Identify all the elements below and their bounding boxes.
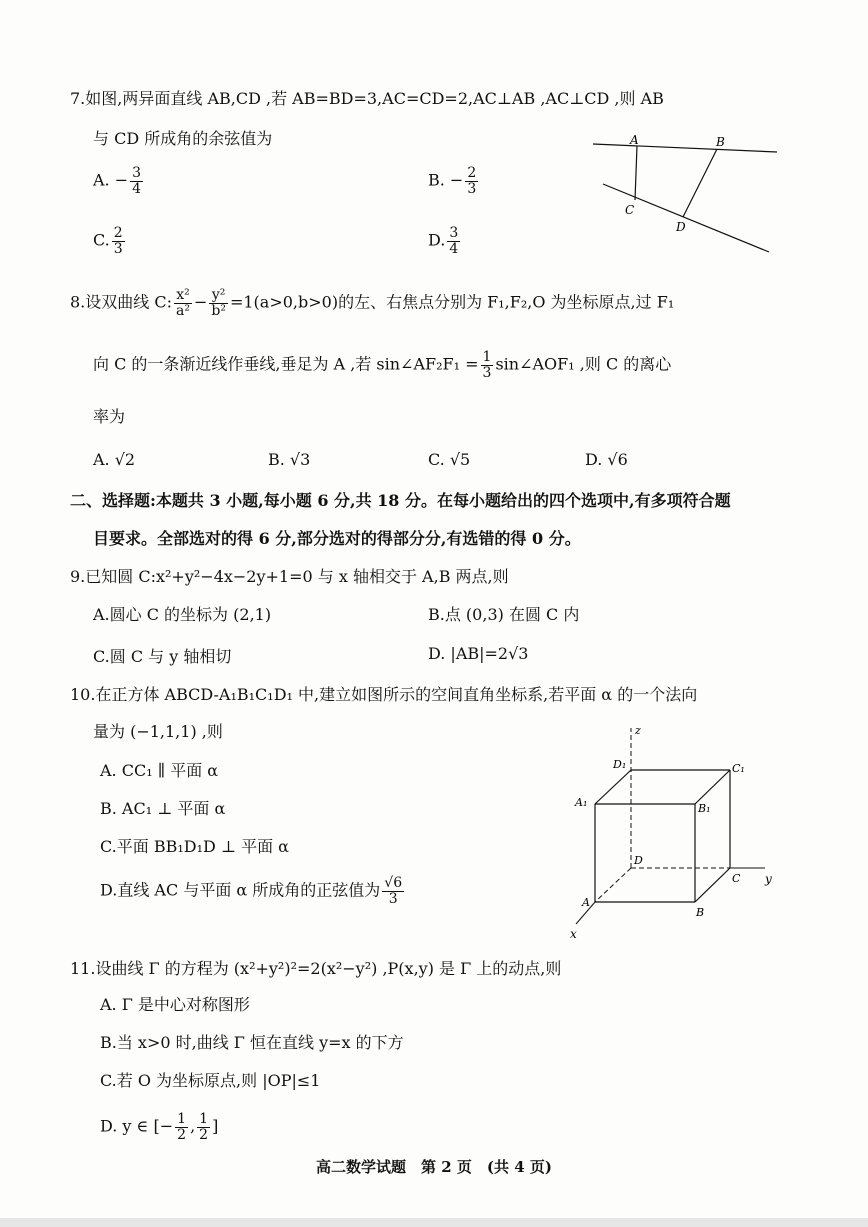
q10-label-z: z	[635, 724, 641, 737]
q8-option-b: B. √3	[268, 450, 311, 469]
page-bottom-strip	[0, 1218, 868, 1227]
q9-option-b: B.点 (0,3) 在圆 C 内	[428, 605, 580, 624]
q8-option-c: C. √5	[428, 450, 471, 469]
q7-option-c: C. $\frac{2}{3}$	[93, 225, 123, 257]
q8-stem-line2: 向 C 的一条渐近线作垂线,垂足为 A ,若 sin∠AF₂F₁ = $\frac{1}{3}$ sin∠AOF₁ ,则 C 的离心	[93, 349, 672, 381]
q11-option-b: B.当 x>0 时,曲线 Γ 恒在直线 y=x 的下方	[100, 1033, 404, 1052]
q10-option-c: C.平面 BB₁D₁D ⊥ 平面 α	[100, 837, 289, 856]
q7-option-d: D. $\frac{3}{4}$	[428, 225, 459, 257]
q7-option-a: A. − $\frac{3}{4}$	[93, 165, 142, 197]
q7-skew-lines-figure	[585, 128, 785, 258]
q7-label-d: D	[676, 220, 686, 234]
q8-option-d: D. √6	[585, 450, 628, 469]
q10-label-c1: C₁	[732, 762, 745, 775]
q8-stem-line3: 率为	[93, 407, 126, 426]
q10-label-a1: A₁	[575, 796, 588, 809]
page-footer: 高二数学试题 第 2 页 (共 4 页)	[316, 1158, 552, 1176]
q9-option-a: A.圆心 C 的坐标为 (2,1)	[93, 605, 272, 624]
section2-heading-line2: 目要求。全部选对的得 6 分,部分选对的得部分分,有选错的得 0 分。	[93, 529, 581, 548]
section2-heading-line1: 二、选择题:本题共 3 小题,每小题 6 分,共 18 分。在每小题给出的四个选项中,有多项符合题	[70, 491, 731, 510]
q10-label-x: x	[570, 927, 577, 941]
q7-stem-line2: 与 CD 所成角的余弦值为	[93, 129, 273, 148]
q10-option-d: D.直线 AC 与平面 α 所成角的正弦值为 $\frac{√6}{3}$	[100, 875, 403, 907]
q11-stem: 11.设曲线 Γ 的方程为 (x²+y²)²=2(x²−y²) ,P(x,y) 是 Γ 上的动点,则	[70, 959, 562, 978]
q10-label-d: D	[634, 854, 643, 867]
q9-option-d: D. |AB|=2√3	[428, 644, 529, 663]
q7-label-c: C	[625, 203, 635, 217]
q10-label-b: B	[696, 906, 705, 919]
q9-option-c: C.圆 C 与 y 轴相切	[93, 647, 232, 666]
q9-stem: 9.已知圆 C:x²+y²−4x−2y+1=0 与 x 轴相交于 A,B 两点,则	[70, 567, 509, 586]
q11-option-c: C.若 O 为坐标原点,则 |OP|≤1	[100, 1071, 321, 1090]
q7-label-a: A	[630, 133, 639, 147]
q10-label-a: A	[582, 896, 590, 909]
q10-label-y: y	[765, 872, 772, 886]
q10-label-d1: D₁	[613, 758, 627, 771]
q10-cube-figure	[560, 720, 790, 945]
q8-option-a: A. √2	[93, 450, 136, 469]
q7-label-b: B	[716, 135, 725, 149]
q10-stem-line1: 10.在正方体 ABCD-A₁B₁C₁D₁ 中,建立如图所示的空间直角坐标系,若平面 α 的一个法向	[70, 685, 698, 704]
q10-option-b: B. AC₁ ⊥ 平面 α	[100, 799, 226, 818]
q10-label-b1: B₁	[698, 802, 711, 815]
q10-stem-line2: 量为 (−1,1,1) ,则	[93, 722, 223, 741]
q11-option-d: D. y ∈ [− $\frac{1}{2}$ , $\frac{1}{2}$ ]	[100, 1111, 219, 1143]
q10-option-a: A. CC₁ ∥ 平面 α	[100, 761, 219, 780]
q7-stem-line1: 7.如图,两异面直线 AB,CD ,若 AB=BD=3,AC=CD=2,AC⊥AB ,AC⊥CD ,则 AB	[70, 89, 664, 108]
q11-option-a: A. Γ 是中心对称图形	[100, 995, 250, 1014]
q8-stem-line1: 8.设双曲线 C: $\frac{\text{x²}}{\text{a²}}$ − $\frac{\text{y²}}{\text{b²}}$ =1(a>0,b>0)的左、右焦点分别为 F₁,F₂,O 为坐标原点,过 F₁	[70, 287, 675, 319]
q7-option-b: B. − $\frac{2}{3}$	[428, 165, 477, 197]
q10-label-c: C	[732, 872, 741, 885]
